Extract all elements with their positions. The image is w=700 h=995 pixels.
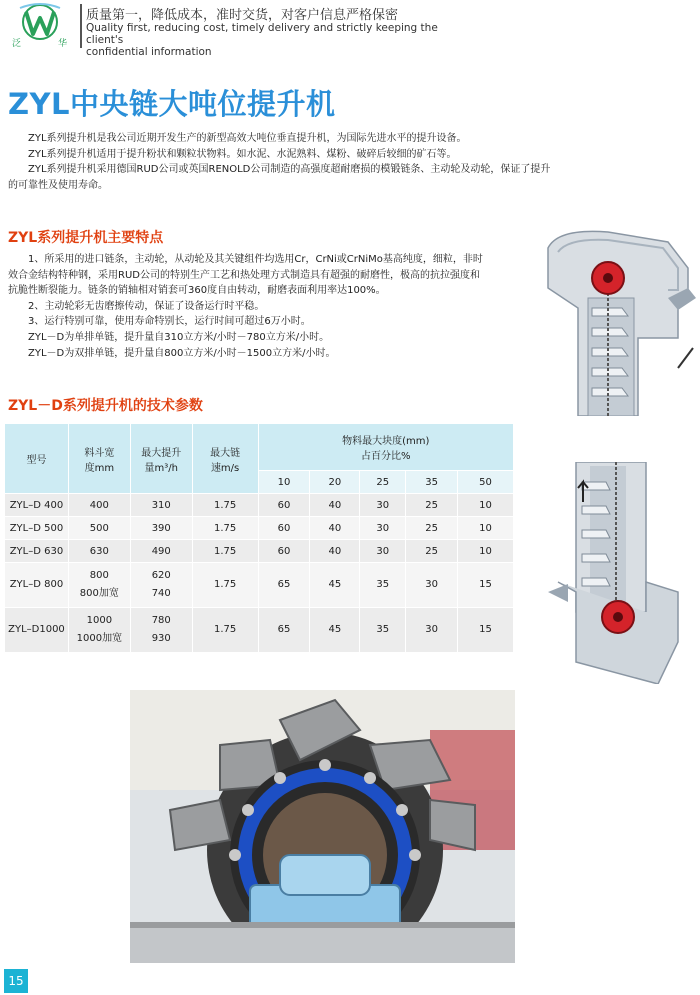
cell-model: ZYL–D 500 [5,517,69,540]
cell-pct: 10 [458,540,514,563]
cell-width-line: 1000加宽 [76,633,123,644]
cell-model: ZYL–D 400 [5,494,69,517]
table-row [5,494,514,517]
cell-pct: 10 [458,517,514,540]
table-row [5,608,514,653]
cell-width: 400 [68,494,130,517]
sprocket-photo [130,690,515,963]
feature-line: ZYL－D为双排单链，提升量自800立方米/小时－1500立方米/小时。 [28,347,336,359]
cell-capacity-line: 780 [151,615,171,626]
features-text [8,252,528,361]
cell-pct: 25 [406,494,458,517]
header-text: 物料最大块度(mm) [342,436,430,447]
cell-pct: 30 [406,608,458,653]
cell-capacity: 490 [130,540,192,563]
cell-pct: 35 [360,608,406,653]
logo-text-left: 泛 [12,39,22,48]
header-speed [192,424,258,494]
cell-pct: 25 [406,517,458,540]
slogan-english-line-1: Quality first, reducing cost, timely delivery and strictly keeping the client's [86,22,438,46]
cell-pct: 30 [406,563,458,608]
cell-model: ZYL–D1000 [5,608,69,653]
cell-width: 630 [68,540,130,563]
lump-size-cell: 10 [258,471,310,494]
cell-model: ZYL–D 630 [5,540,69,563]
feature-line: 效合金结构特种钢，采用RUD公司的特别生产工艺和热处理方式制造具有超强的耐磨性，极高的抗拉强度和 [8,269,480,281]
header-model: 型号 [5,424,69,494]
cell-width-line: 1000 [86,615,113,626]
lump-size-cell: 50 [458,471,514,494]
specs-heading: ZYL－D系列提升机的技术参数 [8,398,203,414]
cell-pct: 10 [458,494,514,517]
cell-capacity-line: 740 [151,588,171,599]
slogan-chinese: 质量第一，降低成本，准时交货，对客户信息严格保密 [86,8,399,23]
cell-capacity-line: 930 [151,633,171,644]
feature-line: 2、主动轮彩无齿磨擦传动，保证了设备运行时平稳。 [28,300,265,312]
cell-capacity: 390 [130,517,192,540]
cell-pct: 35 [360,563,406,608]
cell-speed: 1.75 [192,517,258,540]
cell-speed: 1.75 [192,540,258,563]
cell-pct: 30 [360,540,406,563]
intro-paragraph: 的可靠性及使用寿命。 [8,179,108,191]
header-text: 量m³/h [144,462,178,474]
cell-pct: 45 [310,563,360,608]
header-text: 度mm [84,462,115,474]
company-logo [6,2,74,48]
cell-width [68,608,130,653]
header-capacity [130,424,192,494]
lump-size-cell: 35 [406,471,458,494]
page-number-badge: 15 [4,969,28,993]
cell-capacity [130,563,192,608]
header-text: 料斗宽 [84,447,115,459]
cell-pct: 40 [310,517,360,540]
feature-line: ZYL－D为单排单链，提升量自310立方米/小时－780立方米/小时。 [28,331,330,343]
cell-pct: 15 [458,608,514,653]
cell-speed: 1.75 [192,563,258,608]
intro-paragraph: ZYL系列提升机是我公司近期开发生产的新型高效大吨位垂直提升机，为国际先进水平的提升设备。 [28,133,467,144]
header-text: 最大链 [210,447,241,459]
cell-speed: 1.75 [192,494,258,517]
cell-pct: 25 [406,540,458,563]
cell-pct: 40 [310,540,360,563]
intro-text [8,131,608,193]
cell-pct: 30 [360,517,406,540]
features-heading: ZYL系列提升机主要特点 [8,230,164,246]
page-title: ZYL中央链大吨位提升机 [8,87,336,121]
feature-line: 3、运行特别可靠，使用寿命特别长，运行时间可超过6万小时。 [28,316,311,328]
cell-model: ZYL–D 800 [5,563,69,608]
cell-pct: 40 [310,494,360,517]
feature-line: 抗脆性断裂能力。链条的销轴相对销套可360度自由转动，耐磨表面利用率达100%。 [8,285,386,297]
cell-pct: 15 [458,563,514,608]
elevator-head-illustration [518,228,700,416]
header-lump-size [258,424,513,471]
lump-size-cell: 20 [310,471,360,494]
table-row [5,517,514,540]
slogan-english [86,22,446,58]
logo-text-right: 华 [58,39,68,48]
cell-capacity-line: 620 [151,570,171,581]
cell-speed: 1.75 [192,608,258,653]
slogan-english-line-2: confidential information [86,46,212,58]
table-row [5,540,514,563]
spec-table [4,423,514,653]
cell-width-line: 800 [89,570,109,581]
lump-size-cell: 25 [360,471,406,494]
cell-pct: 60 [258,540,310,563]
cell-width: 500 [68,517,130,540]
cell-pct: 65 [258,608,310,653]
elevator-boot-illustration [538,462,700,684]
header-bucket-width [68,424,130,494]
header-text: 占百分比% [361,451,411,462]
cell-capacity [130,608,192,653]
table-row [5,563,514,608]
intro-paragraph: ZYL系列提升机适用于提升粉状和颗粒状物料。如水泥、水泥熟料、煤粉、破碎后较细的矿石等。 [28,148,457,160]
cell-pct: 45 [310,608,360,653]
cell-width-line: 800加宽 [79,588,119,599]
cell-pct: 60 [258,517,310,540]
header-text: 速m/s [210,462,240,474]
cell-capacity: 310 [130,494,192,517]
cell-width [68,563,130,608]
cell-pct: 60 [258,494,310,517]
intro-paragraph: ZYL系列提升机采用德国RUD公司或英国RENOLD公司制造的高强度超耐磨损的模锻链条、主动轮及动轮，保证了提升 [28,164,551,175]
header-text: 最大提升 [141,447,182,459]
cell-pct: 65 [258,563,310,608]
header-divider [80,4,82,48]
cell-pct: 30 [360,494,406,517]
feature-line: 1、所采用的进口链条，主动轮，从动轮及其关键组件均选用Cr，CrNi或CrNiMo基高纯度，细粒，非时 [28,254,483,265]
